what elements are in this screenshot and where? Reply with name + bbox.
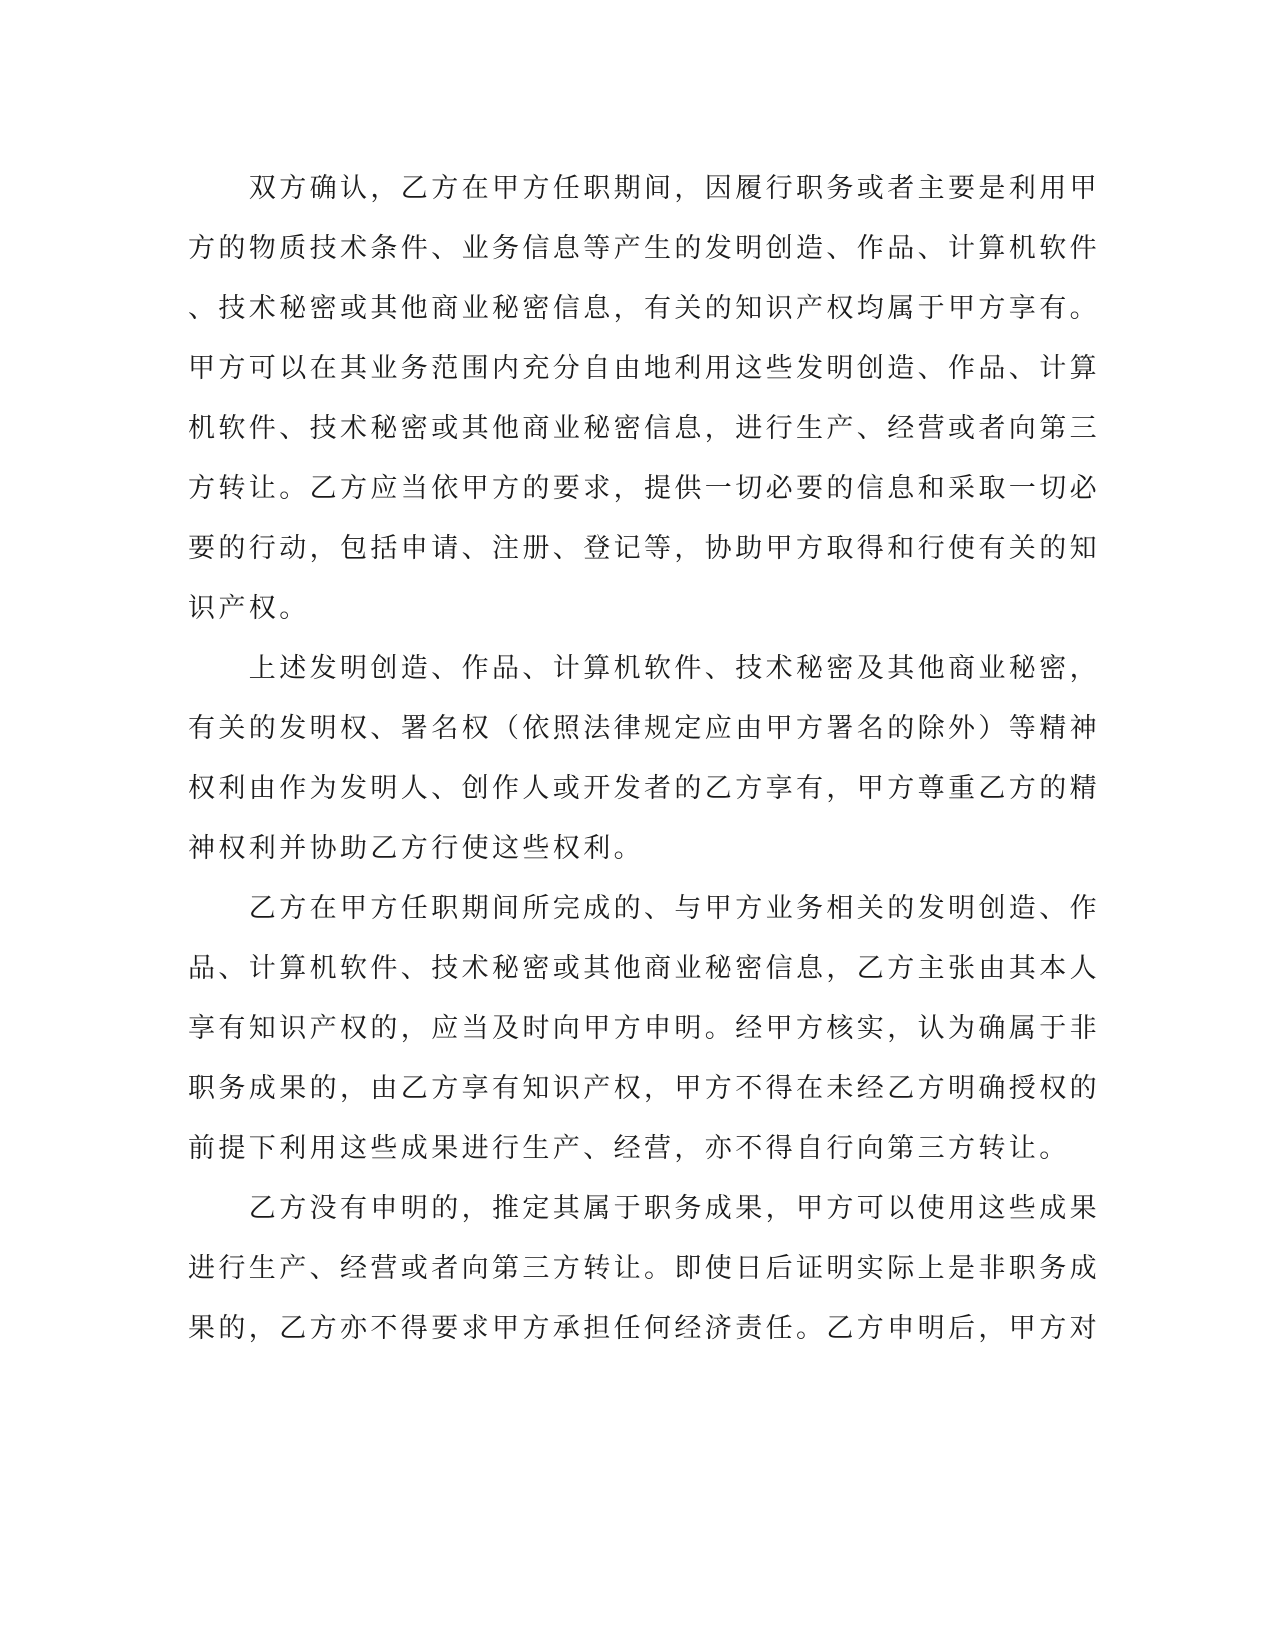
paragraph-moral-rights bbox=[188, 639, 1100, 879]
text-line: 乙方在甲方任职期间所完成的、与甲方业务相关的发明创造、作 bbox=[188, 893, 1100, 924]
text-line: 果的，乙方亦不得要求甲方承担任何经济责任。乙方申明后，甲方对 bbox=[188, 1313, 1100, 1344]
paragraph-ip-ownership bbox=[188, 159, 1100, 639]
text-line: 上述发明创造、作品、计算机软件、技术秘密及其他商业秘密， bbox=[188, 653, 1100, 684]
text-line: 、技术秘密或其他商业秘密信息，有关的知识产权均属于甲方享有。 bbox=[188, 293, 1100, 324]
text-line: 神权利并协助乙方行使这些权利。 bbox=[188, 833, 644, 864]
document-body bbox=[188, 159, 1100, 1359]
paragraph-presumed-service bbox=[188, 1179, 1100, 1359]
text-line: 机软件、技术秘密或其他商业秘密信息，进行生产、经营或者向第三 bbox=[188, 413, 1100, 444]
text-line: 有关的发明权、署名权（依照法律规定应由甲方署名的除外）等精神 bbox=[188, 713, 1100, 744]
text-line: 方转让。乙方应当依甲方的要求，提供一切必要的信息和采取一切必 bbox=[188, 473, 1100, 504]
text-line: 职务成果的，由乙方享有知识产权，甲方不得在未经乙方明确授权的 bbox=[188, 1073, 1100, 1104]
text-line: 享有知识产权的，应当及时向甲方申明。经甲方核实，认为确属于非 bbox=[188, 1013, 1100, 1044]
text-line: 要的行动，包括申请、注册、登记等，协助甲方取得和行使有关的知 bbox=[188, 533, 1100, 564]
text-line: 进行生产、经营或者向第三方转让。即使日后证明实际上是非职务成 bbox=[188, 1253, 1100, 1284]
text-line: 识产权。 bbox=[188, 593, 310, 624]
paragraph-non-service-claim bbox=[188, 879, 1100, 1179]
text-line: 方的物质技术条件、业务信息等产生的发明创造、作品、计算机软件 bbox=[188, 233, 1100, 264]
text-line: 品、计算机软件、技术秘密或其他商业秘密信息，乙方主张由其本人 bbox=[188, 953, 1100, 984]
text-line: 乙方没有申明的，推定其属于职务成果，甲方可以使用这些成果 bbox=[188, 1193, 1100, 1224]
text-line: 甲方可以在其业务范围内充分自由地利用这些发明创造、作品、计算 bbox=[188, 353, 1100, 384]
text-line: 前提下利用这些成果进行生产、经营，亦不得自行向第三方转让。 bbox=[188, 1133, 1070, 1164]
text-line: 权利由作为发明人、创作人或开发者的乙方享有，甲方尊重乙方的精 bbox=[188, 773, 1100, 804]
text-line: 双方确认，乙方在甲方任职期间，因履行职务或者主要是利用甲 bbox=[188, 173, 1100, 204]
